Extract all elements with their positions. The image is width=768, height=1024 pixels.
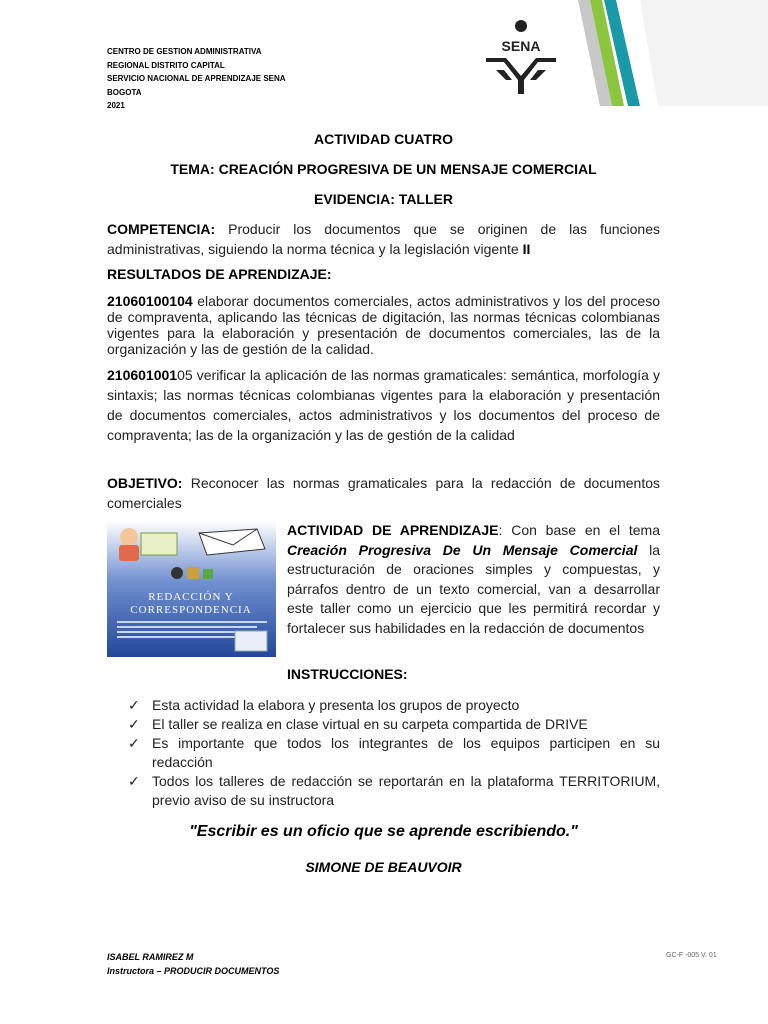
resultado-2-code: 210601001	[107, 367, 178, 383]
tema-title: TEMA: CREACIÓN PROGRESIVA DE UN MENSAJE COMERCIAL	[170, 161, 597, 177]
actividad-label: ACTIVIDAD DE APRENDIZAJE	[287, 522, 499, 538]
instrucciones-list	[128, 696, 660, 810]
header-stripes-decoration	[570, 0, 768, 110]
actividad-emphasis: Creación Progresiva De Un Mensaje Comercial	[287, 541, 638, 558]
competencia-paragraph	[107, 219, 660, 259]
competencia-mark: II	[522, 241, 531, 257]
header-line: SERVICIO NACIONAL DE APRENDIZAJE SENA	[107, 74, 286, 83]
quote-author: SIMONE DE BEAUVOIR	[305, 859, 462, 875]
resultado-1-code: 21060100104	[107, 293, 193, 309]
check-icon: ✓	[128, 735, 140, 751]
book-cover-image	[107, 521, 276, 657]
evidencia-title: EVIDENCIA: TALLER	[314, 191, 453, 207]
list-item: ✓ Todos los talleres de redacción se reportarán en la plataforma TERRITORIUM, previo aviso de su instructora	[128, 773, 660, 808]
objetivo-label: OBJETIVO:	[107, 475, 183, 491]
document-code: GC-F -005 V. 01	[666, 952, 717, 959]
resultado-1-text: elaborar documentos comerciales, actos administrativos y los del proceso de compraventa, aplicando las técnicas de digitación, las normas técnicas colombianas vigentes para la elaboración y presentación de documentos comerciales, las de la organización y las de gestión de la calidad.	[107, 293, 660, 357]
header-line: 2021	[107, 101, 125, 110]
resultado-2	[107, 365, 660, 445]
instrucciones-heading: INSTRUCCIONES:	[287, 666, 408, 682]
objetivo-paragraph	[107, 473, 660, 513]
check-icon: ✓	[128, 716, 140, 732]
list-item: ✓ El taller se realiza en clase virtual en su carpeta compartida de DRIVE	[128, 716, 588, 732]
competencia-text: Producir los documentos que se originen de las funciones administrativas, siguiendo la norma técnica y la legislación vigente	[107, 221, 660, 257]
book-title-line1: REDACCIÓN Y	[148, 591, 234, 603]
list-item: ✓ Esta actividad la elabora y presenta los grupos de proyecto	[128, 697, 520, 713]
header-line: BOGOTA	[107, 87, 142, 97]
resultado-1	[107, 293, 660, 357]
list-item: ✓ Es importante que todos los integrantes de los equipos participen en su redacción	[128, 735, 660, 770]
resultado-2-text: verificar la aplicación de las normas gramaticales: semántica, morfología y sintaxis; las normas técnicas colombianas vigentes para la elaboración y presentación de documentos comerciales, actos administrativos y los documentos del proceso de compraventa; las de la organización y las de gestión de la calidad	[107, 367, 660, 443]
header-institution	[107, 45, 286, 113]
competencia-label: COMPETENCIA:	[107, 221, 216, 237]
header-line: CENTRO DE GESTION ADMINISTRATIVA	[107, 47, 262, 56]
activity-title: ACTIVIDAD CUATRO	[314, 131, 453, 147]
actividad-text-2: la estructuración de oraciones simples y compuestas, y párrafos dentro de un texto comercial, van a desarrollar este taller como un ejercicio que les permitirá recordar y fortalecer sus habilidades en la redacción de documentos	[287, 541, 660, 636]
actividad-text-1: : Con base en el tema	[498, 522, 660, 538]
header-line: REGIONAL DISTRITO CAPITAL	[107, 60, 225, 70]
footer-signature	[107, 950, 279, 978]
book-title-line2: CORRESPONDENCIA	[130, 604, 252, 616]
quote: "Escribir es un oficio que se aprende escribiendo."	[189, 823, 578, 840]
check-icon: ✓	[128, 773, 140, 789]
resultado-2-code-tail: 05	[177, 367, 193, 383]
objetivo-text: Reconocer las normas gramaticales para la redacción de documentos comerciales	[107, 475, 660, 511]
resultados-heading: RESULTADOS DE APRENDIZAJE:	[107, 266, 332, 282]
actividad-paragraph	[287, 521, 660, 638]
footer-name: ISABEL RAMIREZ M	[107, 952, 194, 962]
logo-text: SENA	[501, 38, 541, 54]
check-icon: ✓	[128, 697, 140, 713]
sena-logo	[482, 18, 560, 96]
footer-role: Instructora – PRODUCIR DOCUMENTOS	[107, 966, 280, 976]
